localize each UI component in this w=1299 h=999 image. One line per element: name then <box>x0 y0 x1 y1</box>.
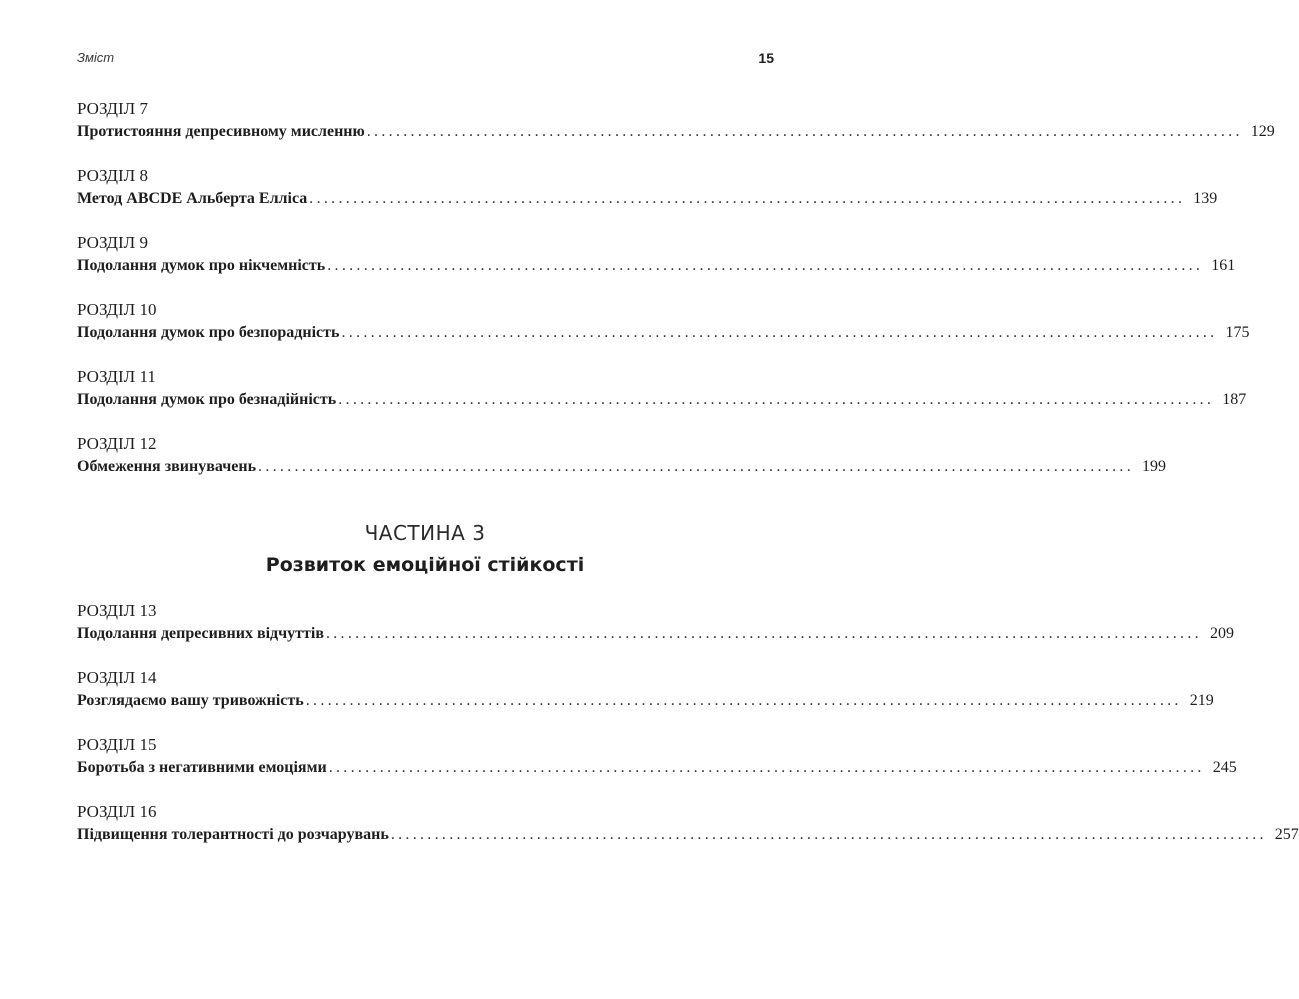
chapter-label: РОЗДІЛ 9 <box>77 233 148 252</box>
dot-leader: ........................................................................................................................ <box>325 625 1202 642</box>
toc-entry-chapter-10[interactable] <box>77 300 1250 367</box>
toc-entry-chapter-7[interactable] <box>77 99 1275 166</box>
dot-leader: ........................................................................................................................ <box>338 391 1215 408</box>
chapter-page: 199 <box>1142 458 1167 475</box>
toc-entry-chapter-9[interactable] <box>77 233 1236 300</box>
chapter-label: РОЗДІЛ 11 <box>77 367 156 386</box>
chapter-title: Подолання думок про безнадійність <box>77 391 337 408</box>
toc-list-part-3 <box>77 601 1299 869</box>
chapter-label: РОЗДІЛ 8 <box>77 166 148 185</box>
dot-leader: ........................................................................................................................ <box>327 257 1204 274</box>
part-heading: ЧАСТИНА 3 <box>364 521 486 545</box>
chapter-page: 175 <box>1225 324 1250 341</box>
toc-entry-chapter-13[interactable] <box>77 601 1234 668</box>
chapter-page: 129 <box>1250 123 1275 140</box>
chapter-page: 209 <box>1209 625 1234 642</box>
toc-entry-chapter-8[interactable] <box>77 166 1218 233</box>
chapter-page: 257 <box>1274 826 1299 843</box>
chapter-label: РОЗДІЛ 13 <box>77 601 157 620</box>
toc-entry-chapter-11[interactable] <box>77 367 1247 434</box>
chapter-page: 161 <box>1211 257 1236 274</box>
dot-leader: ........................................................................................................................ <box>366 123 1243 140</box>
dot-leader: ........................................................................................................................ <box>258 458 1135 475</box>
page-number: 15 <box>758 50 774 66</box>
chapter-label: РОЗДІЛ 7 <box>77 99 148 118</box>
chapter-label: РОЗДІЛ 12 <box>77 434 157 453</box>
chapter-title: Розглядаємо вашу тривожність <box>77 692 304 709</box>
chapter-label: РОЗДІЛ 16 <box>77 802 157 821</box>
running-header-section: Зміст <box>77 50 115 65</box>
toc-entry-chapter-12[interactable] <box>77 434 1167 501</box>
chapter-page: 139 <box>1193 190 1218 207</box>
chapter-page: 219 <box>1189 692 1214 709</box>
toc-list-part-2 <box>77 99 1275 501</box>
toc-entry-chapter-14[interactable] <box>77 668 1214 735</box>
toc-entry-chapter-16[interactable] <box>77 802 1299 869</box>
chapter-label: РОЗДІЛ 14 <box>77 668 157 687</box>
chapter-label: РОЗДІЛ 15 <box>77 735 157 754</box>
chapter-title: Обмеження звинувачень <box>77 458 257 475</box>
chapter-label: РОЗДІЛ 10 <box>77 300 157 319</box>
chapter-title: Подолання депресивних відчуттів <box>77 625 324 642</box>
dot-leader: ........................................................................................................................ <box>341 324 1218 341</box>
toc-entry-chapter-15[interactable] <box>77 735 1237 802</box>
chapter-title: Протистояння депресивному мисленню <box>77 123 365 140</box>
dot-leader: ........................................................................................................................ <box>309 190 1186 207</box>
part-title: Розвиток емоційної стійкості <box>265 554 585 576</box>
dot-leader: ........................................................................................................................ <box>328 759 1205 776</box>
chapter-title: Метод ABCDE Альберта Елліса <box>77 190 308 207</box>
chapter-title: Подолання думок про нікчемність <box>77 257 326 274</box>
chapter-title: Підвищення толерантності до розчарувань <box>77 826 389 843</box>
chapter-page: 187 <box>1222 391 1247 408</box>
dot-leader: ........................................................................................................................ <box>305 692 1182 709</box>
chapter-title: Боротьба з негативними емоціями <box>77 759 327 776</box>
dot-leader: ........................................................................................................................ <box>390 826 1267 843</box>
chapter-title: Подолання думок про безпорадність <box>77 324 340 341</box>
chapter-page: 245 <box>1212 759 1237 776</box>
